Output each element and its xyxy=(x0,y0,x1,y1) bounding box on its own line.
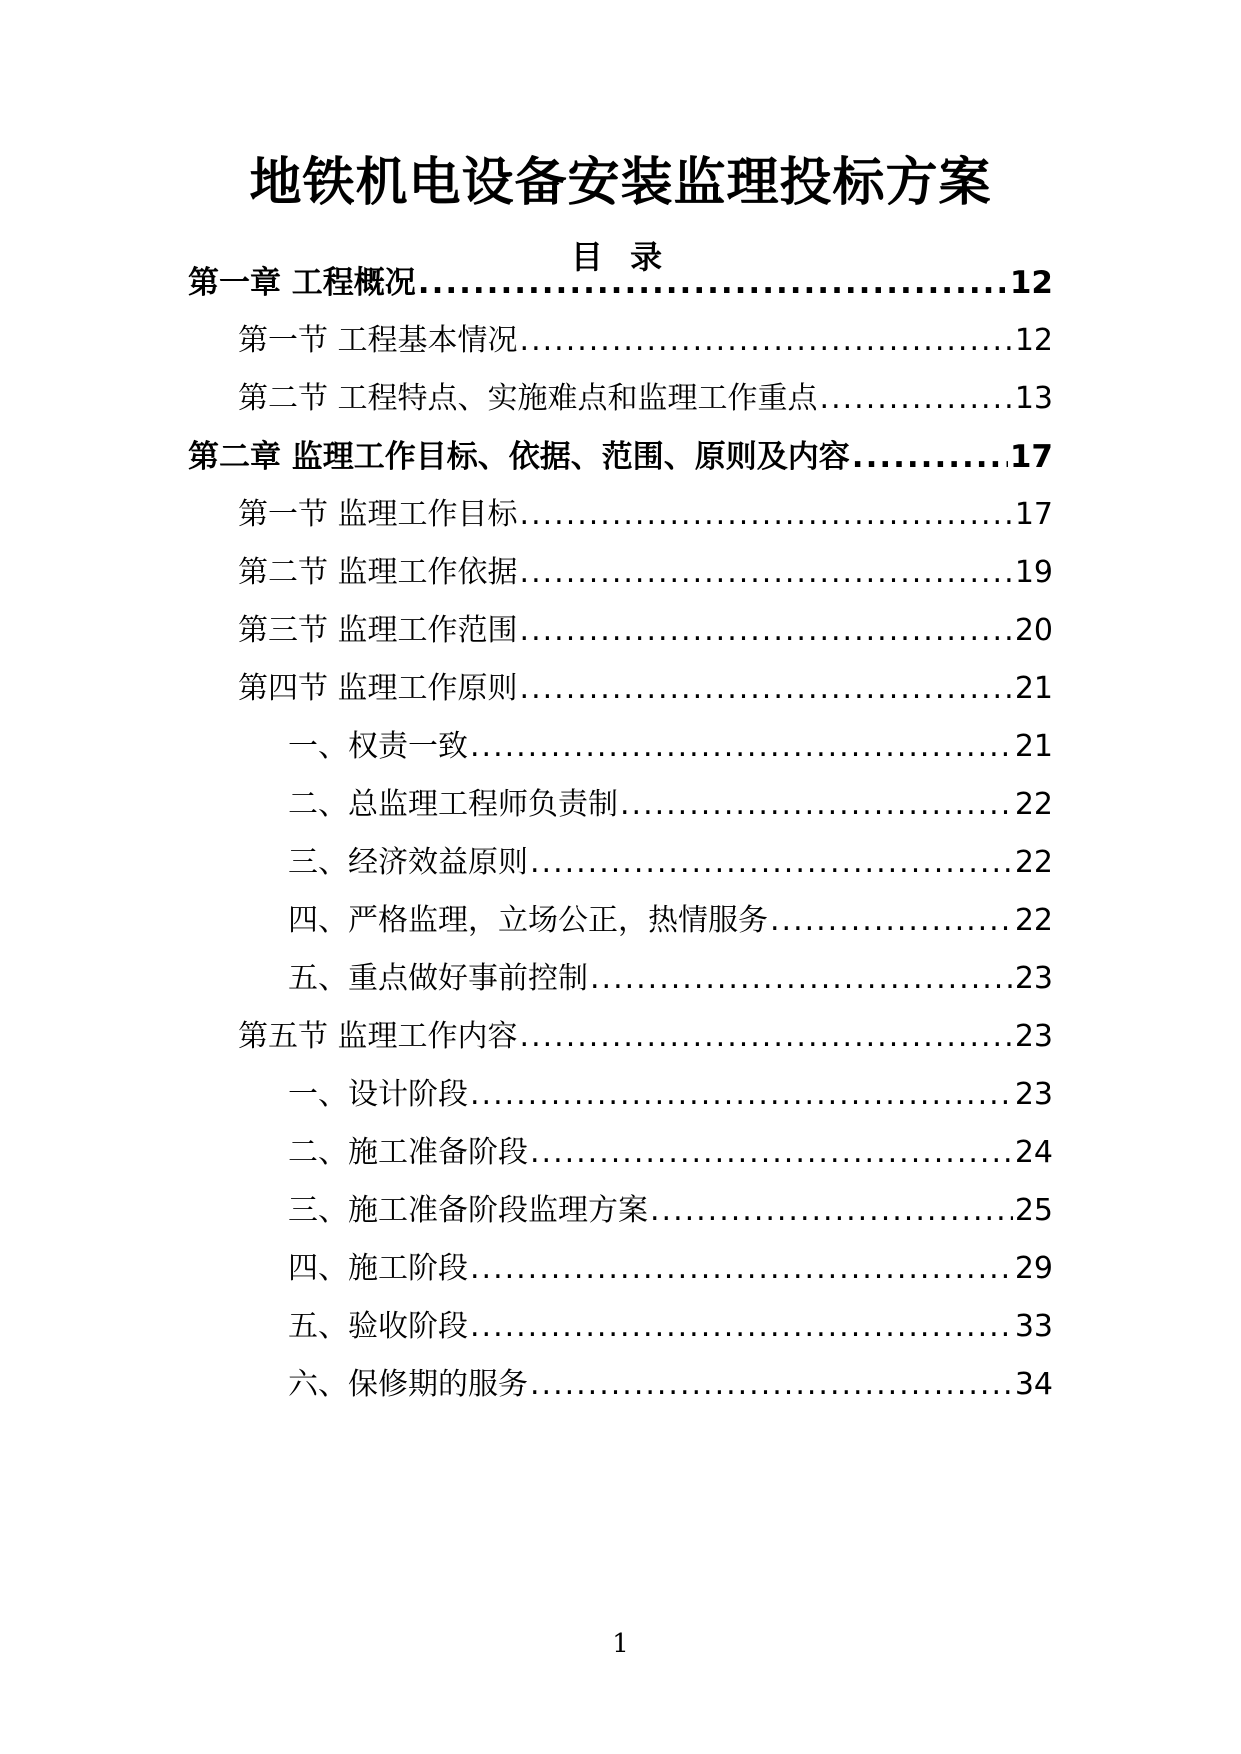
toc-entry-text: 四、施工阶段 xyxy=(288,1251,468,1286)
toc-entry-page: 23 xyxy=(1014,1019,1053,1054)
toc-leader xyxy=(520,318,1013,364)
toc-entry[interactable] xyxy=(238,608,1053,654)
toc-entry[interactable] xyxy=(288,1362,1053,1408)
toc-entry-text: 第一章 工程概况 xyxy=(188,265,416,301)
toc-entry-text: 三、经济效益原则 xyxy=(288,845,528,880)
toc-entry-page: 17 xyxy=(1009,439,1053,475)
toc-leader xyxy=(418,260,1008,306)
toc-leader xyxy=(520,1014,1013,1060)
toc-entry-text: 二、施工准备阶段 xyxy=(288,1135,528,1170)
toc-entry[interactable] xyxy=(238,666,1053,712)
toc-entry-text: 一、权责一致 xyxy=(288,729,468,764)
toc-leader xyxy=(520,550,1013,596)
toc-leader xyxy=(590,956,1013,1002)
toc-entry-text: 第二节 工程特点、实施难点和监理工作重点 xyxy=(238,381,818,416)
toc-entry-page: 22 xyxy=(1014,903,1053,938)
toc-entry[interactable] xyxy=(188,260,1053,306)
toc-entry-page: 19 xyxy=(1014,555,1053,590)
toc-entry[interactable] xyxy=(288,956,1053,1002)
toc-entry-page: 13 xyxy=(1014,381,1053,416)
toc-entry[interactable] xyxy=(288,1130,1053,1176)
toc-leader xyxy=(470,724,1013,770)
toc-leader xyxy=(470,1072,1013,1118)
toc-leader xyxy=(530,1362,1013,1408)
toc-entry[interactable] xyxy=(238,492,1053,538)
toc-entry-text: 五、重点做好事前控制 xyxy=(288,961,588,996)
toc-entry-page: 25 xyxy=(1014,1193,1053,1228)
toc-leader xyxy=(470,1246,1013,1292)
toc-entry-page: 21 xyxy=(1014,671,1053,706)
toc-entry[interactable] xyxy=(288,898,1053,944)
toc-entry-page: 23 xyxy=(1014,961,1053,996)
toc-entry[interactable] xyxy=(288,1246,1053,1292)
toc-entry[interactable] xyxy=(238,550,1053,596)
toc-entry-page: 12 xyxy=(1009,265,1053,301)
toc-entry-text: 第一节 工程基本情况 xyxy=(238,323,518,358)
toc-entry-page: 17 xyxy=(1014,497,1053,532)
toc-leader xyxy=(530,1130,1013,1176)
toc-entry-text: 第四节 监理工作原则 xyxy=(238,671,518,706)
toc-entry[interactable] xyxy=(238,376,1053,422)
toc-leader xyxy=(650,1188,1013,1234)
toc-leader xyxy=(770,898,1013,944)
toc-entry[interactable] xyxy=(288,1304,1053,1350)
toc-entry-page: 21 xyxy=(1014,729,1053,764)
toc-leader xyxy=(852,434,1008,480)
toc-entry-text: 三、施工准备阶段监理方案 xyxy=(288,1193,648,1228)
toc-leader xyxy=(520,492,1013,538)
toc-entry[interactable] xyxy=(238,1014,1053,1060)
toc-entry[interactable] xyxy=(288,840,1053,886)
toc-entry-page: 20 xyxy=(1014,613,1053,648)
toc-entry-text: 五、验收阶段 xyxy=(288,1309,468,1344)
toc-entry[interactable] xyxy=(188,434,1053,480)
toc-entry-page: 33 xyxy=(1014,1309,1053,1344)
toc-entry[interactable] xyxy=(288,1072,1053,1118)
toc-entry[interactable] xyxy=(238,318,1053,364)
toc-leader xyxy=(470,1304,1013,1350)
toc-entry-text: 第二章 监理工作目标、依据、范围、原则及内容 xyxy=(188,439,850,475)
toc-entry-text: 第二节 监理工作依据 xyxy=(238,555,518,590)
toc-leader xyxy=(530,840,1013,886)
page-number: 1 xyxy=(612,1629,629,1659)
toc-leader xyxy=(820,376,1013,422)
toc-entry-page: 22 xyxy=(1014,787,1053,822)
toc-entry-text: 第一节 监理工作目标 xyxy=(238,497,518,532)
document-title: 地铁机电设备安装监理投标方案 xyxy=(249,153,992,213)
toc-entry[interactable] xyxy=(288,1188,1053,1234)
toc-leader xyxy=(520,608,1013,654)
toc-entry-page: 23 xyxy=(1014,1077,1053,1112)
toc-entry-text: 第五节 监理工作内容 xyxy=(238,1019,518,1054)
toc-entry-page: 29 xyxy=(1014,1251,1053,1286)
toc-entry-text: 二、总监理工程师负责制 xyxy=(288,787,618,822)
toc-entry[interactable] xyxy=(288,724,1053,770)
toc-entry-text: 第三节 监理工作范围 xyxy=(238,613,518,648)
toc-entry-page: 12 xyxy=(1014,323,1053,358)
toc-entry-text: 四、严格监理，立场公正，热情服务 xyxy=(288,903,768,938)
toc-entry-text: 六、保修期的服务 xyxy=(288,1367,528,1402)
toc-entry-page: 34 xyxy=(1014,1367,1053,1402)
toc-entry-page: 22 xyxy=(1014,845,1053,880)
toc-leader xyxy=(520,666,1013,712)
toc-heading: 目 录 xyxy=(570,238,671,276)
toc-entry-text: 一、设计阶段 xyxy=(288,1077,468,1112)
toc-entry[interactable] xyxy=(288,782,1053,828)
toc-leader xyxy=(620,782,1013,828)
toc-entry-page: 24 xyxy=(1014,1135,1053,1170)
